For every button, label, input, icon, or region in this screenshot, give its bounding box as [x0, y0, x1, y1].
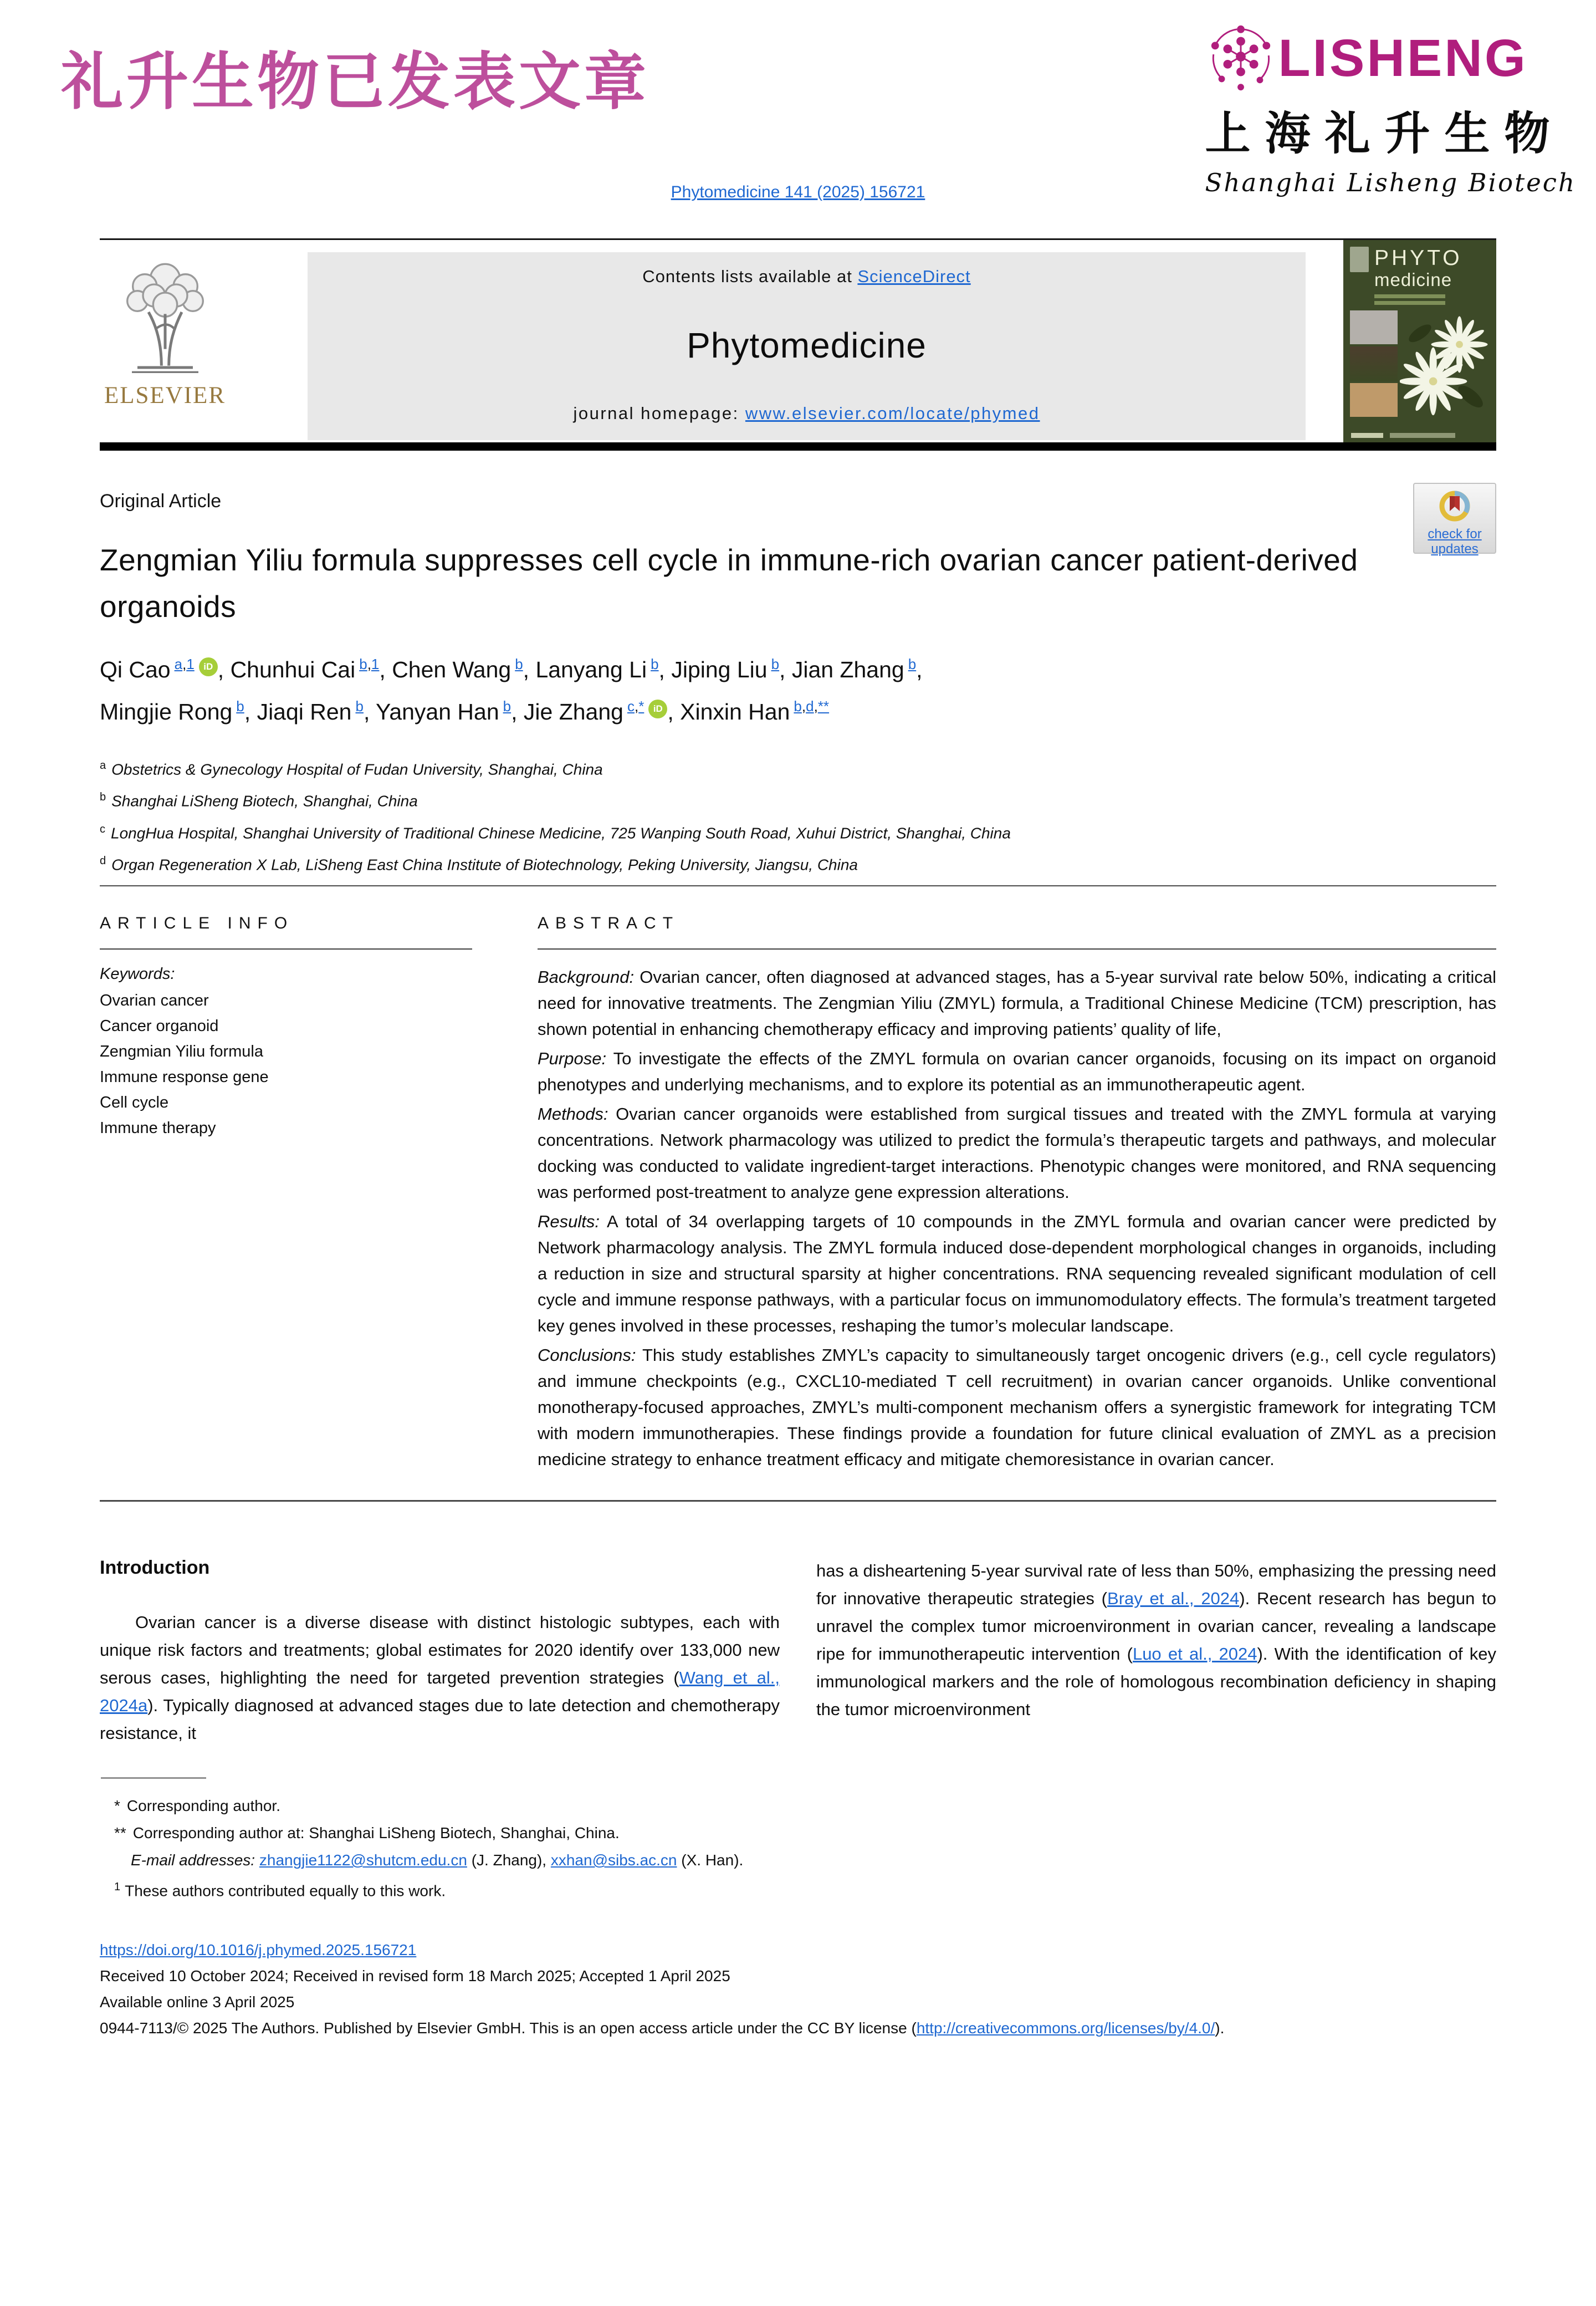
masthead-banner [308, 252, 1306, 440]
author-list-line2: Mingjie Rong $^b$, Jiaqi Ren $^b$, Yanyan Han $^b$, Jie Zhang $^{c,*}$ iD , Xinxin Han $^{b,d,**}$ [100, 691, 1496, 733]
check-updates-line1: check for [1428, 527, 1482, 542]
author-affiliation-refs [771, 652, 779, 674]
contents-line [308, 267, 1306, 287]
author-affil-ref-link[interactable]: 1 [186, 656, 195, 673]
license-link[interactable]: http://creativecommons.org/licenses/by/4.0/ [916, 2019, 1215, 2037]
footnote-text: Corresponding author. [126, 1797, 280, 1815]
cover-elsevier-mark [1350, 247, 1369, 272]
author-block [100, 649, 1496, 733]
contents-prefix: Contents lists available at [642, 267, 858, 286]
author-affiliation-refs [236, 695, 244, 716]
cover-photo-strip [1350, 310, 1398, 417]
homepage-line [308, 404, 1306, 424]
abstract-paragraph: Results: A total of 34 overlapping targets of 10 compounds in the ZMYL formula and ovarian cancer were predicted by Network pharmacology analysis. The ZMYL formula induced dose-dependent morphological changes in organoids, including a reduction in size and structural sparsity at higher concentrations. RNA sequencing revealed significant modulation of cell cycle and immune response pathways, with a particular focus on immunomodulatory effects. The formula’s treatment targeted key genes involved in these processes, reshaping the tumor’s molecular landscape. [538, 1212, 1496, 1336]
keyword-item: Cell cycle [100, 1094, 169, 1112]
author-affil-ref-link[interactable]: b [651, 656, 659, 673]
journal-citation [0, 183, 1596, 202]
elsevier-logo [100, 240, 230, 442]
author-name: Mingjie Rong $^b$ [100, 699, 244, 725]
author-affil-ref-link[interactable]: a [174, 656, 183, 673]
author-affiliation-refs [503, 695, 511, 716]
abstract-body [538, 964, 1496, 1472]
author-affil-ref-link[interactable]: 1 [371, 656, 380, 673]
journal-citation-link[interactable]: Phytomedicine 141 (2025) 156721 [671, 183, 925, 201]
author-affil-ref-link[interactable]: c [627, 698, 635, 715]
footnote-text: (X. Han). [677, 1851, 744, 1869]
divider-section-end [100, 1500, 1496, 1502]
author-affil-ref-link[interactable]: * [638, 698, 644, 715]
introduction-heading: Introduction [100, 1557, 210, 1579]
citation-link[interactable]: Bray et al., 2024 [1107, 1589, 1240, 1609]
introduction-section [100, 1557, 1496, 1747]
lisheng-published-banner: 礼升生物已发表文章 [61, 47, 649, 116]
copyright-text: ). [1215, 2019, 1225, 2037]
lisheng-logo-row [1205, 21, 1576, 95]
cover-footer-marks [1351, 433, 1455, 438]
cover-artwork [1350, 310, 1491, 417]
divider-thick [100, 442, 1496, 451]
introduction-column-left [100, 1557, 780, 1747]
info-abstract-section [100, 914, 1496, 1476]
footnote-marker: ** [114, 1824, 126, 1842]
check-for-updates-badge[interactable] [1413, 483, 1496, 557]
check-updates-line2: updates [1431, 542, 1479, 557]
citation-link[interactable]: Wang et al., 2024a [100, 1668, 780, 1716]
sciencedirect-link[interactable]: ScienceDirect [857, 267, 971, 286]
author-name: Chen Wang $^b$ [392, 657, 523, 682]
available-online-line: Available online 3 April 2025 [100, 1993, 295, 2011]
abstract-paragraph: Purpose: To investigate the effects of the ZMYL formula on ovarian cancer organoids, focusing on its impact on organoid phenotypes and underlying mechanisms, and to explore its potential as an immunotherapeutic agent. [538, 1049, 1496, 1095]
lisheng-molecule-icon [1205, 23, 1276, 94]
email-link-jzhang[interactable]: zhangjie1122@shutcm.edu.cn [259, 1851, 467, 1869]
page-content [100, 238, 1496, 2041]
email-link-xhan[interactable]: xxhan@sibs.ac.cn [550, 1851, 677, 1869]
footnote-equal-contribution [100, 1874, 1496, 1904]
author-affil-ref-link[interactable]: b [355, 698, 364, 715]
citation-link[interactable]: Luo et al., 2024 [1132, 1644, 1257, 1664]
divider [100, 948, 472, 950]
homepage-prefix: journal homepage: [573, 404, 745, 423]
cover-header [1350, 247, 1491, 305]
author-name: Qi Cao $^{a,1}$ iD [100, 657, 218, 682]
lisheng-wordmark: LISHENG [1278, 29, 1528, 88]
affiliation-item: $^a$ Obstetrics & Gynecology Hospital of Fudan University, Shanghai, China [100, 759, 603, 778]
author-affil-ref-link[interactable]: b [908, 656, 917, 673]
footnote-marker: * [114, 1797, 120, 1815]
author-affiliation-refs [515, 652, 523, 674]
article-type-label: Original Article [100, 491, 222, 512]
page-header [0, 0, 1596, 238]
lisheng-logo-chinese: 上海礼升生物 [1205, 109, 1564, 159]
elsevier-tree-icon [110, 254, 221, 381]
affiliation-item: $^b$ Shanghai LiSheng Biotech, Shanghai, China [100, 791, 418, 810]
journal-name: Phytomedicine [687, 325, 927, 365]
journal-cover-thumbnail[interactable] [1343, 240, 1496, 442]
author-affil-ref-link[interactable]: b [236, 698, 244, 715]
doi-line [100, 1937, 1496, 1963]
publication-info [100, 1937, 1496, 2041]
keyword-item: Immune therapy [100, 1119, 216, 1137]
author-affiliation-refs: c,* [627, 698, 644, 715]
author-affil-ref-link[interactable]: ** [817, 698, 830, 715]
author-name: Jiping Liu $^b$ [671, 657, 779, 682]
received-line: Received 10 October 2024; Received in revised form 18 March 2025; Accepted 1 April 2025 [100, 1967, 730, 1984]
keyword-item: Cancer organoid [100, 1017, 219, 1035]
affiliation-item: $^c$ LongHua Hospital, Shanghai University of Traditional Chinese Medicine, 725 Wanping South Road, Xuhui District, Shanghai, China [100, 823, 1011, 841]
author-affil-ref-link[interactable]: b [515, 656, 523, 673]
abstract-heading: ABSTRACT [538, 914, 680, 933]
author-affiliation-refs [651, 652, 658, 674]
author-list-line1: Qi Cao $^{a,1}$ iD , Chunhui Cai $^{b,1}$, Chen Wang $^b$, Lanyang Li $^b$, Jiping Liu $^b$, Jian Zhang $^b$, [100, 649, 1496, 691]
orcid-icon[interactable]: iD [648, 700, 667, 718]
abstract-paragraph: Background: Ovarian cancer, often diagnosed at advanced stages, has a 5-year survival rate below 50%, indicating a critical need for innovative treatments. The Zengmian Yiliu (ZMYL) formula, a Traditional Chinese Medicine (TCM) prescription, has shown potential in enhancing chemotherapy efficacy and improving patients’ quality of life, [538, 967, 1496, 1039]
keywords-list [100, 988, 472, 1141]
cover-title-line1: PHYTO [1374, 246, 1462, 270]
copyright-line [100, 2015, 1496, 2041]
keyword-item: Immune response gene [100, 1068, 269, 1086]
footnotes-section [100, 1777, 1496, 1904]
author-name: Jie Zhang $^{c,*}$ iD [524, 699, 667, 725]
doi-link[interactable]: https://doi.org/10.1016/j.phymed.2025.156721 [100, 1941, 417, 1958]
author-name: Xinxin Han $^{b,d,**}$ [680, 699, 829, 725]
footnote-text: (J. Zhang), [467, 1851, 551, 1869]
footnote-corresponding [100, 1792, 1496, 1819]
author-name: Yanyan Han $^b$ [376, 699, 511, 725]
journal-homepage-link[interactable]: www.elsevier.com/locate/phymed [745, 404, 1040, 423]
abstract-column [538, 914, 1496, 1476]
introduction-column-right [816, 1557, 1496, 1747]
cover-subtitle-marks [1374, 294, 1462, 305]
author-affiliation-refs [356, 695, 364, 716]
lisheng-logo [1205, 21, 1576, 197]
affiliation-item: $^d$ Organ Regeneration X Lab, LiSheng East China Institute of Biotechnology, Peking University, Jiangsu, China [100, 854, 858, 874]
author-affiliation-refs [908, 652, 916, 674]
introduction-paragraph-left: Ovarian cancer is a diverse disease with distinct histologic subtypes, each with unique risk factors and treatments; global estimates for 2020 identify over 133,000 new serous cases, highlighting the need for targeted prevention strategies (Wang et al., 2024a). Typically diagnosed at advanced stages due to late detection and chemotherapy resistance, it [100, 1613, 780, 1743]
email-addresses-label: E-mail addresses: [131, 1851, 255, 1869]
author-affiliation-refs: b,1 [359, 656, 380, 673]
check-updates-label [1414, 527, 1495, 557]
divider [538, 948, 1496, 950]
divider [100, 885, 1496, 886]
author-affil-ref-link[interactable]: b [771, 656, 780, 673]
keyword-item: Zengmian Yiliu formula [100, 1043, 263, 1061]
footnote-rule [101, 1777, 206, 1779]
affiliation-list [100, 752, 1496, 879]
orcid-icon[interactable]: iD [199, 657, 218, 676]
cover-flower-photo [1400, 310, 1491, 417]
article-info-column [100, 914, 472, 1476]
copyright-text: 0944-7113/© 2025 The Authors. Published by Elsevier GmbH. This is an open access article under the CC BY license ( [100, 2019, 917, 2037]
elsevier-wordmark: ELSEVIER [104, 382, 226, 409]
crossmark-icon [1437, 488, 1472, 524]
abstract-paragraph: Conclusions: This study establishes ZMYL’s capacity to simultaneously target oncogenic drivers (e.g., cell cycle regulators) and immune checkpoints (e.g., CXCL10-mediated T cell recruitment) in ovarian cancer organoids. Unlike conventional monotherapy-focused approaches, ZMYL’s multi-component mechanism offers a synergistic framework for integrating TCM with modern immunotherapies. These findings provide a foundation for future clinical evaluation of ZMYL as a precision medicine strategy to enhance treatment efficacy and mitigate chemoresistance in ovarian cancer. [538, 1345, 1496, 1470]
article-info-heading: ARTICLE INFO [100, 914, 294, 933]
author-affil-ref-link[interactable]: b [359, 656, 367, 673]
keywords-label: Keywords: [100, 965, 175, 983]
author-affil-ref-link[interactable]: d [806, 698, 814, 715]
author-affiliation-refs: a,1 [174, 656, 195, 673]
lisheng-logo-english: Shanghai Lisheng Biotech [1205, 168, 1576, 197]
author-name: Lanyang Li $^b$ [535, 657, 658, 682]
article-title: Zengmian Yiliu formula suppresses cell cycle in immune-rich ovarian cancer patient-derived organoids [100, 543, 1358, 624]
abstract-paragraph: Methods: Ovarian cancer organoids were established from surgical tissues and treated with the ZMYL formula at varying concentrations. Network pharmacology was utilized to predict the formula’s therapeutic targets and pathways, and molecular docking was conducted to validate ingredient-target interactions. Phenotypic changes were monitored, and RNA sequencing was performed post-treatment to analyze gene expression alterations. [538, 1104, 1496, 1202]
footnote-text: These authors contributed equally to this work. [125, 1882, 446, 1900]
author-affiliation-refs: b,d,** [794, 698, 830, 715]
author-name: Chunhui Cai $^{b,1}$ [231, 657, 380, 682]
author-name: Jiaqi Ren $^b$ [257, 699, 364, 725]
author-name: Jian Zhang $^b$ [792, 657, 916, 682]
cover-title-line2: medicine [1374, 269, 1452, 290]
keyword-item: Ovarian cancer [100, 992, 209, 1010]
journal-masthead [100, 240, 1496, 442]
footnote-marker: 1 [114, 1881, 121, 1894]
footnote-emails [100, 1846, 1496, 1874]
author-affil-ref-link[interactable]: b [503, 698, 511, 715]
article-header [100, 451, 1496, 879]
footnote-corresponding-2 [100, 1819, 1496, 1846]
author-affil-ref-link[interactable]: b [794, 698, 802, 715]
footnote-text: Corresponding author at: Shanghai LiSheng Biotech, Shanghai, China. [132, 1824, 620, 1842]
introduction-paragraph-right: has a disheartening 5-year survival rate of less than 50%, emphasizing the pressing need for innovative therapeutic strategies (Bray et al., 2024). Recent research has begun to unravel the complex tumor microenvironment in ovarian cancer, revealing a landscape ripe for immunotherapeutic intervention (Luo et al., 2024). With the identification of key immunological markers and the role of homologous recombination deficiency in shaping the tumor microenvironment [816, 1561, 1497, 1720]
